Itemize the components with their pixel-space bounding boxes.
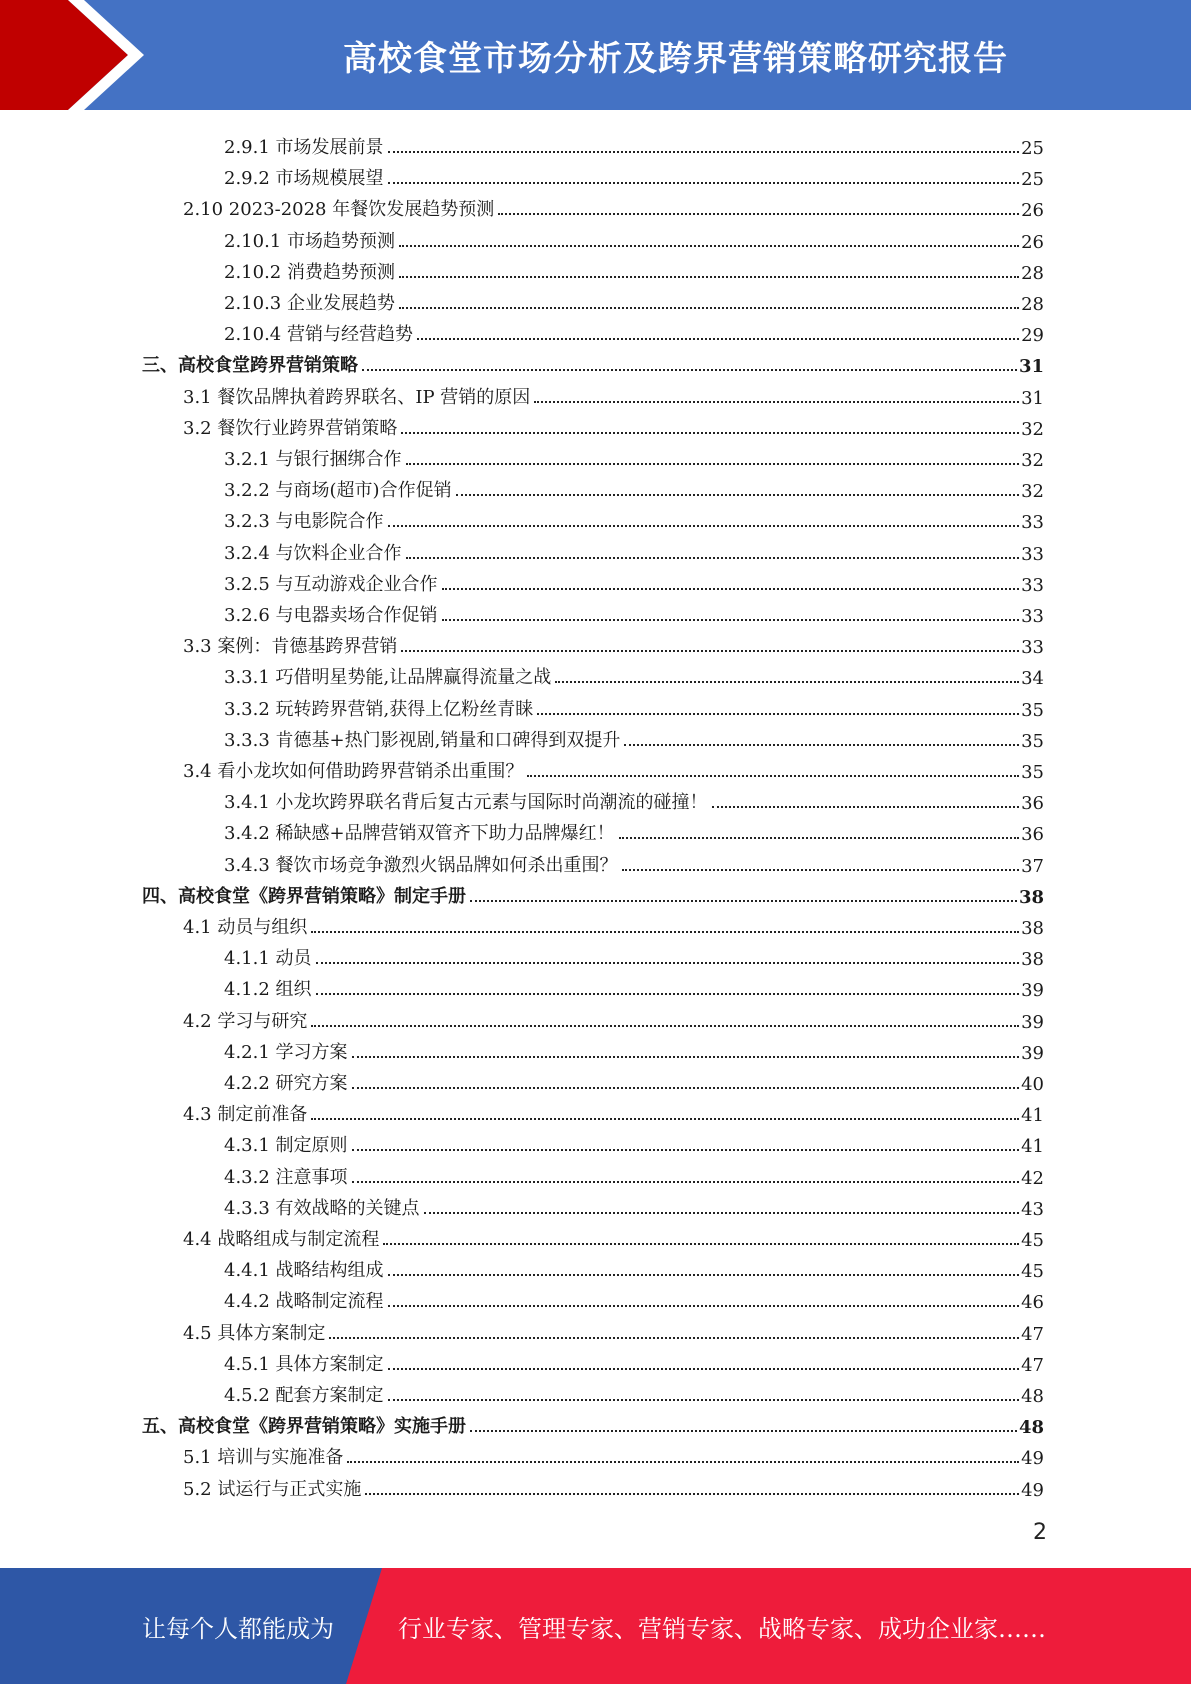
toc-entry[interactable] [183, 627, 1044, 658]
toc-entry-title: 4.2 学习与研究 [183, 1010, 308, 1032]
toc-entry[interactable] [183, 409, 1044, 440]
page-footer [0, 1568, 1191, 1684]
toc-entry[interactable] [224, 534, 1044, 565]
toc-leader-dots [399, 276, 1019, 278]
toc-entry-page: 43 [1021, 1198, 1044, 1220]
toc-entry-title: 三、高校食堂跨界营销策略 [142, 355, 358, 377]
toc-leader-dots [388, 1399, 1020, 1401]
toc-entry-page: 33 [1021, 543, 1044, 565]
toc-entry-title: 4.2.1 学习方案 [224, 1041, 348, 1063]
toc-entry[interactable] [224, 222, 1044, 253]
toc-entry[interactable] [224, 846, 1044, 877]
toc-entry[interactable] [224, 783, 1044, 814]
toc-entry-title: 4.3.3 有效战略的关键点 [224, 1197, 420, 1219]
toc-entry-page: 35 [1021, 762, 1044, 783]
toc-entry-page: 38 [1018, 886, 1044, 908]
toc-entry[interactable] [142, 877, 1044, 908]
toc-entry-title: 2.9.2 市场规模展望 [224, 168, 384, 190]
page-header [0, 0, 1191, 110]
toc-entry-title: 4.4.1 战略结构组成 [224, 1260, 384, 1282]
toc-leader-dots [388, 151, 1020, 153]
toc-entry-page: 33 [1021, 512, 1044, 534]
toc-leader-dots [406, 557, 1020, 559]
toc-entry-page: 26 [1021, 200, 1044, 222]
toc-entry[interactable] [183, 1095, 1044, 1126]
toc-entry[interactable] [224, 721, 1044, 752]
toc-entry-title: 5.2 试运行与正式实施 [183, 1478, 362, 1500]
toc-entry-page: 28 [1021, 262, 1044, 284]
toc-leader-dots [388, 525, 1020, 527]
toc-entry[interactable] [224, 253, 1044, 284]
toc-leader-dots [417, 338, 1019, 340]
toc-entry[interactable] [224, 658, 1044, 689]
toc-entry-page: 48 [1018, 1417, 1044, 1439]
toc-entry[interactable] [224, 596, 1044, 627]
toc-entry-page: 32 [1021, 450, 1044, 471]
toc-entry-page: 39 [1021, 980, 1044, 1002]
toc-entry-page: 39 [1021, 1011, 1044, 1033]
toc-entry-page: 41 [1021, 1136, 1044, 1158]
toc-entry-title: 4.2.2 研究方案 [224, 1073, 348, 1094]
toc-entry-page: 33 [1021, 606, 1044, 627]
toc-entry-title: 3.4.3 餐饮市场竞争激烈火锅品牌如何杀出重围？ [224, 854, 618, 876]
toc-entry-title: 3.2.5 与互动游戏企业合作 [224, 573, 438, 595]
toc-entry-page: 28 [1021, 294, 1044, 315]
toc-entry-page: 32 [1021, 418, 1044, 440]
toc-leader-dots [352, 1181, 1020, 1183]
toc-leader-dots [352, 1149, 1020, 1151]
toc-entry-title: 3.2.6 与电器卖场合作促销 [224, 605, 438, 626]
toc-entry-title: 3.2.4 与饮料企业合作 [224, 542, 402, 564]
toc-entry-title: 2.10.3 企业发展趋势 [224, 293, 395, 314]
toc-entry-page: 38 [1021, 949, 1044, 971]
toc-entry-page: 31 [1021, 387, 1044, 409]
toc-entry[interactable] [183, 378, 1044, 409]
toc-leader-dots [352, 1056, 1020, 1058]
toc-entry-page: 37 [1021, 855, 1044, 877]
toc-entry[interactable] [142, 346, 1044, 377]
toc-entry-title: 3.1 餐饮品牌执着跨界联名、IP 营销的原因 [183, 386, 531, 408]
toc-entry-page: 34 [1021, 668, 1044, 690]
toc-entry-title: 5.1 培训与实施准备 [183, 1447, 344, 1469]
toc-leader-dots [399, 245, 1019, 247]
toc-entry-title: 4.3 制定前准备 [183, 1104, 308, 1126]
toc-entry-page: 42 [1021, 1167, 1044, 1189]
toc-entry-title: 四、高校食堂《跨界营销策略》制定手册 [142, 885, 466, 907]
toc-entry[interactable] [183, 1314, 1044, 1345]
toc-entry-page: 47 [1021, 1323, 1044, 1345]
toc-leader-dots [534, 401, 1019, 403]
toc-entry[interactable] [142, 1407, 1044, 1438]
toc-entry[interactable] [183, 1470, 1044, 1501]
toc-entry-title: 4.3.2 注意事项 [224, 1166, 348, 1188]
toc-entry-page: 45 [1021, 1230, 1044, 1251]
toc-entry-title: 2.10.4 营销与经营趋势 [224, 324, 413, 346]
toc-leader-dots [401, 432, 1019, 434]
toc-entry-page: 38 [1021, 918, 1044, 939]
toc-entry[interactable] [224, 1033, 1044, 1064]
footer-slogan-left: 让每个人都能成为 [142, 1614, 334, 1643]
toc-leader-dots [401, 650, 1019, 652]
toc-entry-page: 33 [1021, 574, 1044, 596]
toc-entry-title: 2.10 2023-2028 年餐饮发展趋势预测 [183, 199, 495, 221]
toc-entry-page: 33 [1021, 637, 1044, 659]
toc-entry-title: 3.4.1 小龙坎跨界联名背后复古元素与国际时尚潮流的碰撞！ [224, 792, 708, 814]
toc-entry[interactable] [224, 1345, 1044, 1376]
toc-entry-page: 32 [1021, 481, 1044, 503]
toc-leader-dots [555, 681, 1019, 683]
toc-entry-page: 46 [1021, 1292, 1044, 1314]
toc-leader-dots [470, 900, 1017, 902]
toc-entry[interactable] [224, 1251, 1044, 1282]
toc-entry-title: 3.2.1 与银行捆绑合作 [224, 449, 402, 470]
toc-entry[interactable] [224, 690, 1044, 721]
toc-entry-title: 2.10.2 消费趋势预测 [224, 261, 395, 283]
toc-leader-dots [316, 993, 1020, 995]
toc-entry-page: 35 [1021, 730, 1044, 752]
document-title: 高校食堂市场分析及跨界营销策略研究报告 [343, 38, 1008, 79]
toc-entry[interactable] [183, 1438, 1044, 1469]
page-number: 2 [1033, 1520, 1047, 1545]
toc-entry[interactable] [224, 565, 1044, 596]
toc-entry[interactable] [224, 502, 1044, 533]
toc-leader-dots [316, 962, 1020, 964]
toc-entry-title: 3.2 餐饮行业跨界营销策略 [183, 417, 398, 439]
toc-entry[interactable] [224, 939, 1044, 970]
toc-leader-dots [712, 806, 1020, 808]
toc-entry[interactable] [183, 752, 1044, 783]
toc-leader-dots [311, 931, 1019, 933]
toc-leader-dots [527, 775, 1019, 777]
toc-leader-dots [624, 744, 1019, 746]
header-arrow-decoration [0, 0, 160, 110]
toc-entry[interactable] [183, 1002, 1044, 1033]
toc-leader-dots [352, 1087, 1020, 1089]
toc-entry-title: 2.9.1 市场发展前景 [224, 137, 384, 158]
toc-leader-dots [424, 1212, 1020, 1214]
toc-leader-dots [442, 588, 1020, 590]
toc-entry-title: 3.2.2 与商场(超市)合作促销 [224, 480, 452, 502]
footer-slogan-right: 行业专家、管理专家、营销专家、战略专家、成功企业家…… [398, 1614, 1046, 1643]
toc-entry-title: 3.4.2 稀缺感+品牌营销双管齐下助力品牌爆红！ [224, 823, 615, 845]
toc-entry-title: 4.5.2 配套方案制定 [224, 1385, 384, 1406]
toc-entry-title: 3.3 案例：肯德基跨界营销 [183, 636, 398, 658]
toc-entry-page: 36 [1021, 793, 1044, 815]
toc-entry-page: 48 [1021, 1386, 1044, 1407]
toc-entry-title: 4.4.2 战略制定流程 [224, 1291, 384, 1313]
toc-entry-title: 4.3.1 制定原则 [224, 1135, 348, 1157]
toc-entry[interactable] [224, 1158, 1044, 1189]
toc-leader-dots [388, 1305, 1020, 1307]
toc-entry[interactable] [224, 1126, 1044, 1157]
toc-entry-page: 35 [1021, 699, 1044, 721]
toc-entry-page: 40 [1021, 1074, 1044, 1095]
toc-leader-dots [311, 1118, 1019, 1120]
toc-leader-dots [442, 619, 1020, 621]
toc-leader-dots [456, 494, 1020, 496]
toc-leader-dots [388, 1368, 1020, 1370]
toc-entry-page: 25 [1021, 169, 1044, 191]
toc-leader-dots [537, 713, 1019, 715]
toc-leader-dots [388, 182, 1020, 184]
toc-entry-title: 3.4 看小龙坎如何借助跨界营销杀出重围？ [183, 761, 524, 782]
toc-leader-dots [362, 369, 1017, 371]
toc-entry[interactable] [224, 471, 1044, 502]
toc-entry[interactable] [224, 284, 1044, 315]
toc-entry[interactable] [224, 128, 1044, 159]
toc-entry-page: 31 [1018, 356, 1044, 378]
toc-entry[interactable] [224, 970, 1044, 1001]
toc-entry-title: 五、高校食堂《跨界营销策略》实施手册 [142, 1416, 466, 1438]
toc-entry-title: 4.1.2 组织 [224, 979, 312, 1001]
toc-entry-title: 4.5.1 具体方案制定 [224, 1353, 384, 1375]
toc-entry[interactable] [224, 1376, 1044, 1407]
toc-leader-dots [311, 1025, 1019, 1027]
toc-entry[interactable] [183, 908, 1044, 939]
toc-leader-dots [347, 1461, 1019, 1463]
toc-leader-dots [329, 1337, 1019, 1339]
toc-leader-dots [383, 1243, 1019, 1245]
toc-leader-dots [388, 1274, 1020, 1276]
toc-entry[interactable] [224, 1189, 1044, 1220]
toc-entry-page: 45 [1021, 1261, 1044, 1283]
toc-entry-title: 3.3.1 巧借明星势能,让品牌赢得流量之战 [224, 667, 552, 689]
toc-entry-title: 4.4 战略组成与制定流程 [183, 1229, 380, 1250]
toc-leader-dots [498, 213, 1019, 215]
toc-leader-dots [619, 837, 1019, 839]
toc-entry-title: 3.3.2 玩转跨界营销,获得上亿粉丝青睐 [224, 698, 534, 720]
toc-entry[interactable] [183, 1220, 1044, 1251]
toc-leader-dots [406, 463, 1020, 465]
toc-entry[interactable] [224, 159, 1044, 190]
toc-entry-title: 3.3.3 肯德基+热门影视剧,销量和口碑得到双提升 [224, 729, 621, 751]
toc-leader-dots [622, 869, 1020, 871]
toc-entry-page: 47 [1021, 1354, 1044, 1376]
toc-entry-title: 4.5 具体方案制定 [183, 1322, 326, 1344]
toc-leader-dots [399, 307, 1019, 309]
toc-entry[interactable] [224, 1064, 1044, 1095]
toc-entry-page: 39 [1021, 1042, 1044, 1064]
toc-entry-page: 36 [1021, 824, 1044, 846]
toc-entry-title: 2.10.1 市场趋势预测 [224, 230, 395, 252]
toc-leader-dots [365, 1493, 1019, 1495]
toc-entry-page: 49 [1021, 1479, 1044, 1501]
toc-entry-page: 49 [1021, 1448, 1044, 1470]
toc-entry-title: 4.1.1 动员 [224, 948, 312, 970]
toc-entry-page: 41 [1021, 1105, 1044, 1127]
toc-entry-page: 25 [1021, 138, 1044, 159]
toc-entry[interactable] [224, 1282, 1044, 1313]
toc-entry-title: 3.2.3 与电影院合作 [224, 511, 384, 533]
toc-entry[interactable] [224, 440, 1044, 471]
toc-leader-dots [470, 1430, 1017, 1432]
toc-entry-page: 29 [1021, 325, 1044, 347]
toc-entry-title: 4.1 动员与组织 [183, 917, 308, 938]
toc-entry[interactable] [224, 814, 1044, 845]
toc-entry[interactable] [183, 190, 1044, 221]
toc-entry[interactable] [224, 315, 1044, 346]
toc-entry-page: 26 [1021, 231, 1044, 253]
